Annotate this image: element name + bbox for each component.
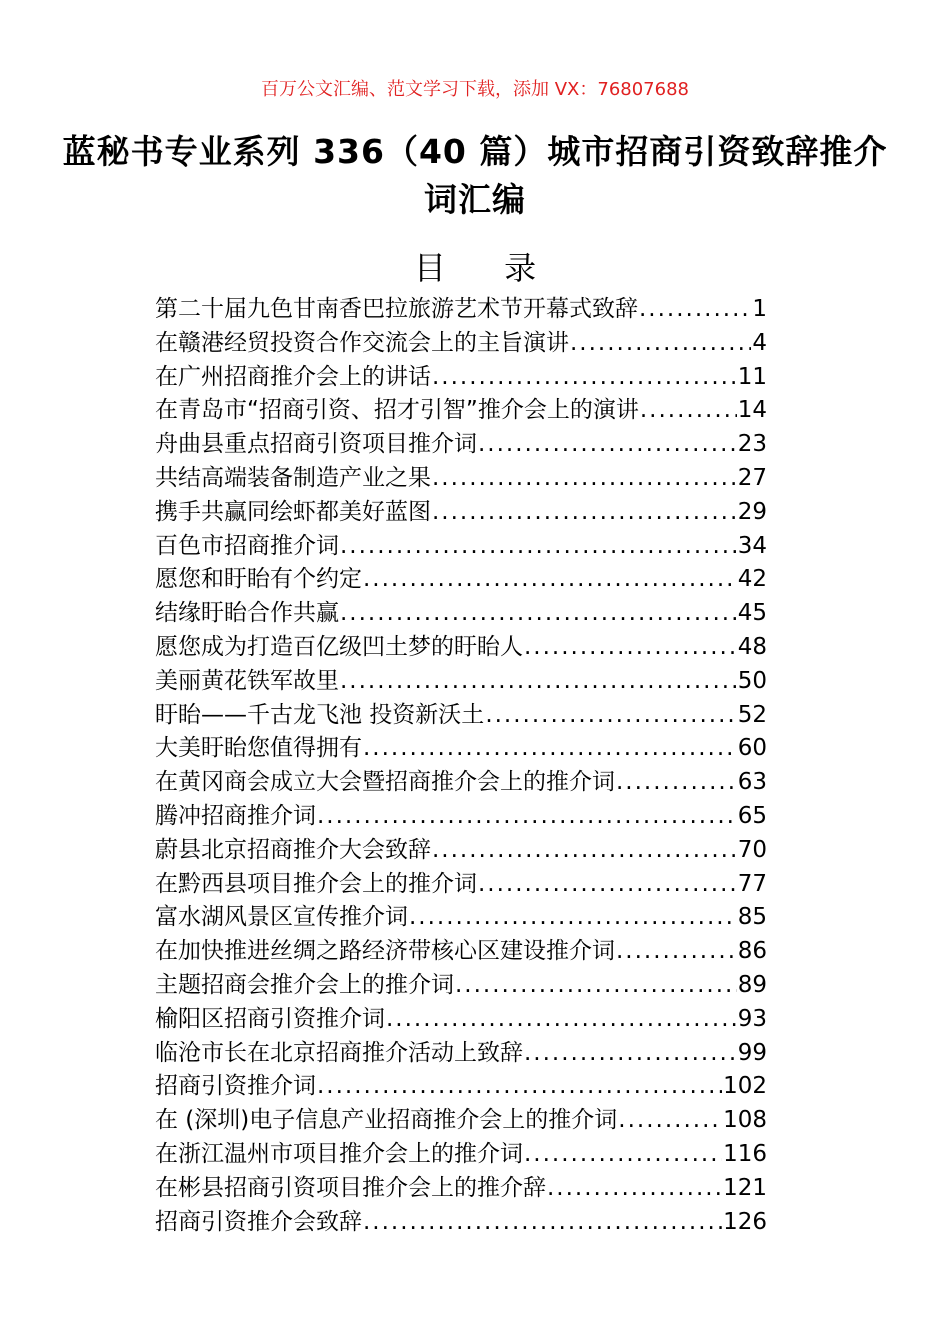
toc-entry-title[interactable]: 在加快推进丝绸之路经济带核心区建设推介词 bbox=[155, 938, 615, 965]
toc-entry[interactable] bbox=[155, 1138, 767, 1172]
toc-leader-dots bbox=[640, 394, 737, 428]
toc-entry[interactable] bbox=[155, 563, 767, 597]
toc-entry[interactable] bbox=[155, 394, 767, 428]
toc-entry[interactable] bbox=[155, 293, 767, 327]
toc-leader-dots bbox=[363, 732, 737, 766]
toc-entry-title[interactable]: 共结高端装备制造产业之果 bbox=[155, 464, 431, 491]
toc-leader-dots bbox=[340, 597, 737, 631]
toc-entry-title[interactable]: 富水湖风景区宣传推介词 bbox=[155, 904, 408, 931]
toc-leader-dots bbox=[478, 428, 737, 462]
toc-leader-dots bbox=[432, 496, 737, 530]
toc-entry[interactable] bbox=[155, 1003, 767, 1037]
document-title: 蓝秘书专业系列 336（40 篇）城市招商引资致辞推介词汇编 bbox=[62, 132, 888, 219]
toc-leader-dots bbox=[616, 935, 737, 969]
toc-entry-page-number[interactable]: 42 bbox=[737, 566, 767, 593]
toc-entry-page-number[interactable]: 102 bbox=[723, 1073, 767, 1100]
toc-entry-title[interactable]: 蔚县北京招商推介大会致辞 bbox=[155, 836, 431, 863]
toc-entry-page-number[interactable]: 108 bbox=[723, 1107, 767, 1134]
toc-entry[interactable] bbox=[155, 699, 767, 733]
toc-entry[interactable] bbox=[155, 969, 767, 1003]
toc-entry-page-number[interactable]: 63 bbox=[737, 769, 767, 796]
toc-entry-page-number[interactable]: 93 bbox=[737, 1005, 767, 1032]
toc-entry[interactable] bbox=[155, 732, 767, 766]
toc-entry[interactable] bbox=[155, 1070, 767, 1104]
toc-leader-dots bbox=[432, 361, 737, 395]
toc-entry-title[interactable]: 在彬县招商引资项目推介会上的推介辞 bbox=[155, 1174, 546, 1201]
toc-entry-page-number[interactable]: 121 bbox=[723, 1174, 767, 1201]
toc-entry[interactable] bbox=[155, 1104, 767, 1138]
toc-entry[interactable] bbox=[155, 428, 767, 462]
toc-entry-page-number[interactable]: 85 bbox=[737, 904, 767, 931]
toc-heading: 目 录 bbox=[413, 249, 561, 287]
toc-entry-page-number[interactable]: 126 bbox=[723, 1208, 767, 1235]
toc-entry-page-number[interactable]: 50 bbox=[737, 667, 767, 694]
toc-entry-title[interactable]: 在赣港经贸投资合作交流会上的主旨演讲 bbox=[155, 329, 569, 356]
toc-entry-title[interactable]: 在黄冈商会成立大会暨招商推介会上的推介词 bbox=[155, 769, 615, 796]
toc-leader-dots bbox=[317, 800, 737, 834]
toc-entry[interactable] bbox=[155, 1172, 767, 1206]
toc-entry-page-number[interactable]: 11 bbox=[737, 363, 767, 390]
toc-entry-page-number[interactable]: 23 bbox=[737, 431, 767, 458]
toc-leader-dots bbox=[485, 699, 736, 733]
toc-entry-title[interactable]: 携手共赢同绘虾都美好蓝图 bbox=[155, 498, 431, 525]
toc-entry-page-number[interactable]: 34 bbox=[737, 532, 767, 559]
toc-entry-page-number[interactable]: 52 bbox=[737, 701, 767, 728]
toc-leader-dots bbox=[524, 1138, 722, 1172]
toc-entry-title[interactable]: 结缘盱眙合作共赢 bbox=[155, 600, 339, 627]
toc-leader-dots bbox=[639, 293, 751, 327]
toc-entry[interactable] bbox=[155, 597, 767, 631]
toc-entry[interactable] bbox=[155, 901, 767, 935]
toc-entry[interactable] bbox=[155, 530, 767, 564]
toc-entry-title[interactable]: 第二十届九色甘南香巴拉旅游艺术节开幕式致辞 bbox=[155, 296, 638, 322]
toc-leader-dots bbox=[524, 1037, 737, 1071]
toc-leader-dots bbox=[386, 1003, 737, 1037]
toc-leader-dots bbox=[618, 1104, 722, 1138]
toc-entry-title[interactable]: 在黔西县项目推介会上的推介词 bbox=[155, 870, 477, 897]
toc-leader-dots bbox=[363, 1206, 722, 1240]
toc-entry-title[interactable]: 招商引资推介会致辞 bbox=[155, 1208, 362, 1235]
toc-entry-page-number[interactable]: 29 bbox=[737, 498, 767, 525]
toc-entry[interactable] bbox=[155, 766, 767, 800]
toc-leader-dots bbox=[616, 766, 737, 800]
toc-entry-title[interactable]: 在 (深圳)电子信息产业招商推介会上的推介词 bbox=[155, 1107, 618, 1134]
toc-entry-page-number[interactable]: 1 bbox=[752, 296, 767, 322]
toc-entry-page-number[interactable]: 14 bbox=[737, 397, 767, 424]
toc-entry-title[interactable]: 榆阳区招商引资推介词 bbox=[155, 1005, 385, 1032]
toc-entry-title[interactable]: 腾冲招商推介词 bbox=[155, 802, 316, 829]
toc-entry-title[interactable]: 在青岛市“招商引资、招才引智”推介会上的演讲 bbox=[155, 397, 639, 424]
toc-entry[interactable] bbox=[155, 631, 767, 665]
toc-entry[interactable] bbox=[155, 935, 767, 969]
toc-entry-title[interactable]: 百色市招商推介词 bbox=[155, 532, 339, 559]
toc-entry-title[interactable]: 舟曲县重点招商引资项目推介词 bbox=[155, 431, 477, 458]
toc-entry[interactable] bbox=[155, 327, 767, 361]
toc-entry-page-number[interactable]: 27 bbox=[737, 464, 767, 491]
toc-entry-page-number[interactable]: 77 bbox=[737, 870, 767, 897]
toc-entry-page-number[interactable]: 99 bbox=[737, 1039, 767, 1066]
toc-leader-dots bbox=[363, 563, 737, 597]
toc-entry[interactable] bbox=[155, 361, 767, 395]
toc-leader-dots bbox=[432, 834, 737, 868]
toc-entry-page-number[interactable]: 89 bbox=[737, 971, 767, 998]
toc-entry[interactable] bbox=[155, 1206, 767, 1240]
toc-leader-dots bbox=[570, 327, 751, 361]
toc-entry-title[interactable]: 愿您和盱眙有个约定 bbox=[155, 566, 362, 593]
toc-entry[interactable] bbox=[155, 800, 767, 834]
toc-entry-page-number[interactable]: 65 bbox=[737, 802, 767, 829]
toc-leader-dots bbox=[340, 530, 737, 564]
toc-leader-dots bbox=[317, 1070, 722, 1104]
toc-entry[interactable] bbox=[155, 1037, 767, 1071]
toc-leader-dots bbox=[478, 868, 737, 902]
toc-entry-title[interactable]: 大美盱眙您值得拥有 bbox=[155, 735, 362, 762]
toc-entry-page-number[interactable]: 86 bbox=[737, 938, 767, 965]
toc-leader-dots bbox=[547, 1172, 722, 1206]
toc-leader-dots bbox=[524, 631, 737, 665]
toc-entry-title[interactable]: 愿您成为打造百亿级凹土梦的盱眙人 bbox=[155, 633, 523, 660]
toc-entry[interactable] bbox=[155, 834, 767, 868]
promo-banner: 百万公文汇编、范文学习下载，添加 VX：76807688 bbox=[261, 79, 689, 100]
toc-entry-title[interactable]: 美丽黄花铁军故里 bbox=[155, 667, 339, 694]
toc-entry[interactable] bbox=[155, 665, 767, 699]
toc-entry[interactable] bbox=[155, 868, 767, 902]
toc-leader-dots bbox=[455, 969, 737, 1003]
toc-entry[interactable] bbox=[155, 462, 767, 496]
toc-entry-title[interactable]: 临沧市长在北京招商推介活动上致辞 bbox=[155, 1039, 523, 1066]
toc-leader-dots bbox=[432, 462, 737, 496]
toc-entry-page-number[interactable]: 4 bbox=[752, 329, 767, 356]
table-of-contents bbox=[155, 293, 767, 1239]
toc-entry-page-number[interactable]: 48 bbox=[737, 633, 767, 660]
toc-entry-page-number[interactable]: 45 bbox=[737, 600, 767, 627]
toc-leader-dots bbox=[409, 901, 737, 935]
toc-leader-dots bbox=[340, 665, 737, 699]
toc-entry-page-number[interactable]: 116 bbox=[723, 1140, 767, 1167]
toc-entry-title[interactable]: 招商引资推介词 bbox=[155, 1073, 316, 1100]
toc-entry-title[interactable]: 主题招商会推介会上的推介词 bbox=[155, 971, 454, 998]
toc-entry-title[interactable]: 在浙江温州市项目推介会上的推介词 bbox=[155, 1140, 523, 1167]
toc-entry-title[interactable]: 盱眙——千古龙飞池 投资新沃土 bbox=[155, 701, 485, 728]
toc-entry-title[interactable]: 在广州招商推介会上的讲话 bbox=[155, 363, 431, 390]
toc-entry[interactable] bbox=[155, 496, 767, 530]
toc-entry-page-number[interactable]: 60 bbox=[737, 735, 767, 762]
toc-entry-page-number[interactable]: 70 bbox=[737, 836, 767, 863]
